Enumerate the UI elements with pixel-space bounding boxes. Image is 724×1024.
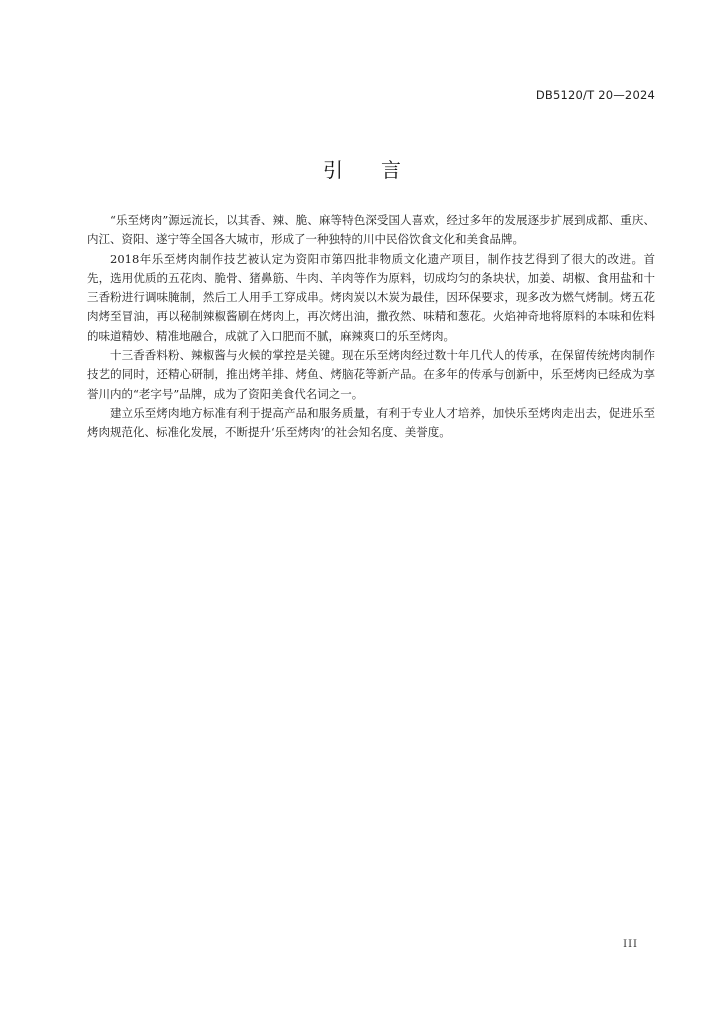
paragraph-standard-purpose: 建立乐至烤肉地方标准有利于提高产品和服务质量，有利于专业人才培养，加快乐至烤肉走出去，促进乐至烤肉规范化、标准化发展，不断提升‘乐至烤肉’的社会知名度、美誉度。	[87, 405, 655, 440]
document-code: DB5120/T 20—2024	[535, 88, 655, 102]
paragraph-key-factors: 十三香香料粉、辣椒酱与火候的掌控是关键。现在乐至烤肉经过数十年几代人的传承，在保留传统烤肉制作技艺的同时，还精心研制，推出烤羊排、烤鱼、烤脑花等新产品。在多年的传承与创新中，乐至烤肉已经成为享誉川内的“老字号”品牌，成为了资阳美食代名词之一。	[87, 348, 655, 401]
paragraph-intro: “乐至烤肉”源远流长，以其香、辣、脆、麻等特色深受国人喜欢，经过多年的发展逐步扩展到成都、重庆、内江、资阳、遂宁等全国各大城市，形成了一种独特的川中民俗饮食文化和美食品牌。	[87, 213, 655, 247]
section-title: 引言	[323, 158, 439, 182]
page-number: III	[623, 939, 638, 950]
body-text	[87, 211, 655, 443]
paragraph-heritage: 2018年乐至烤肉制作技艺被认定为资阳市第四批非物质文化遗产项目，制作技艺得到了很大的改进。首先，选用优质的五花肉、脆骨、猪鼻筋、牛肉、羊肉等作为原料，切成均匀的条块状，加姜、胡椒、食用盐和十三香粉进行调味腌制，然后工人用手工穿成串。烤肉炭以木炭为最佳，因环保要求，现多改为燃气烤制。烤五花肉烤至冒油，再以秘制辣椒酱刷在烤肉上，再次烤出油，撒孜然、味精和葱花。火焰神奇地将原料的本味和佐料的味道精妙、精准地融合，成就了入口肥而不腻，麻辣爽口的乐至烤肉。	[87, 251, 655, 343]
